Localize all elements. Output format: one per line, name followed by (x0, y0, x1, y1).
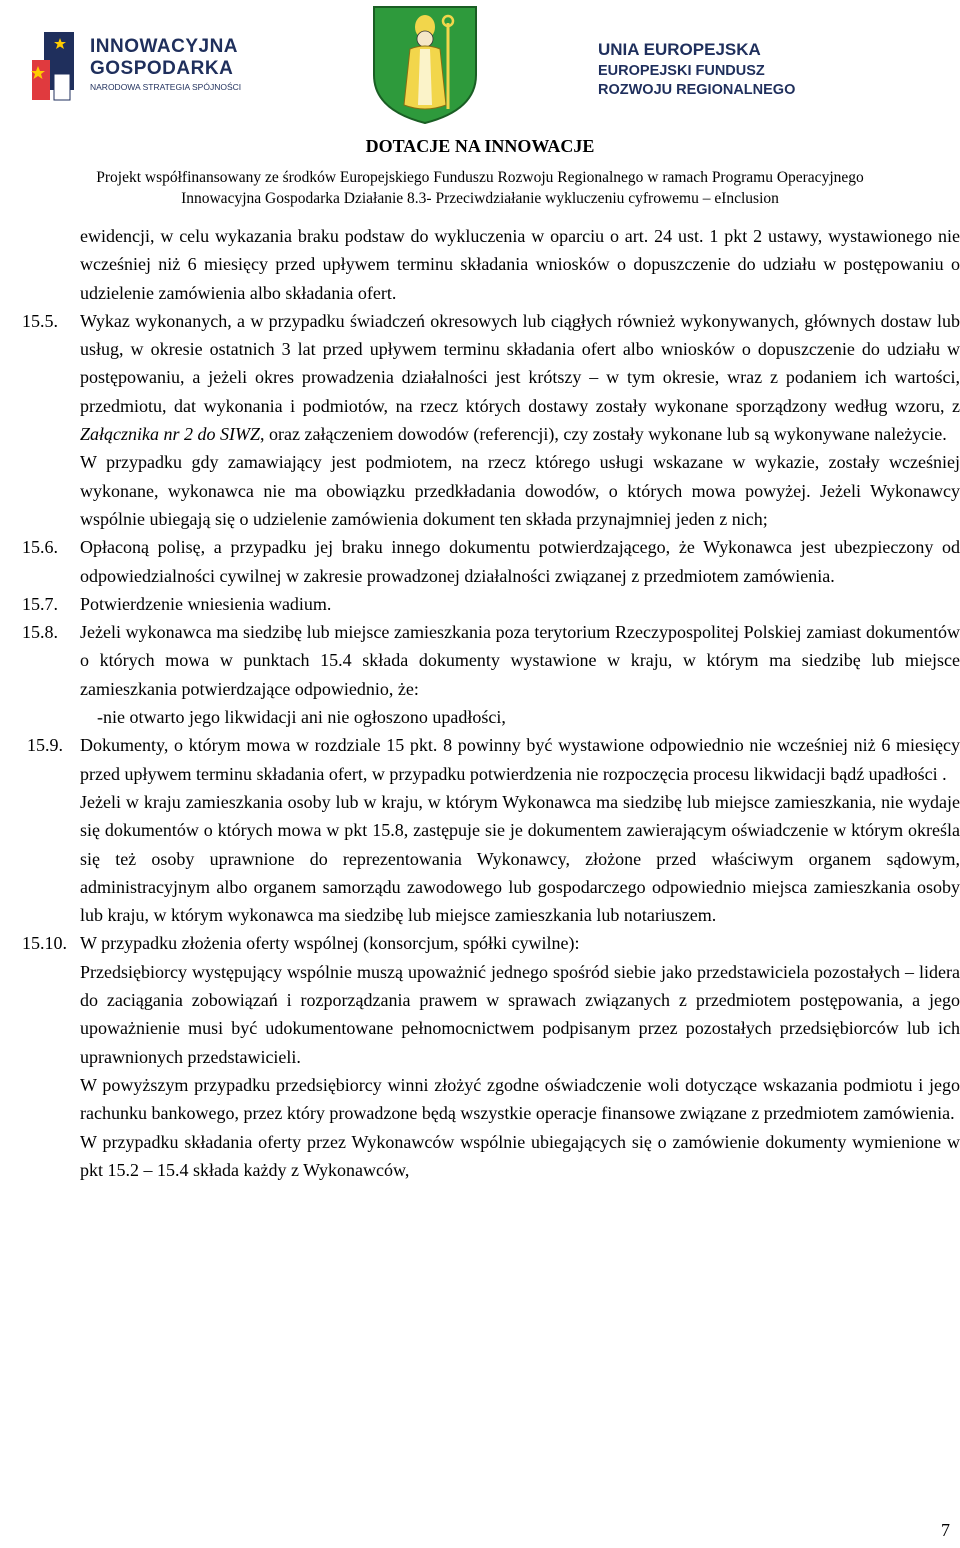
coat-of-arms-icon (372, 5, 478, 125)
header-program-line: Innowacyjna Gospodarka Działanie 8.3- Przeciwdziałanie wykluczeniu cyfrowemu – eInclusion (181, 190, 779, 207)
item-15-9 (0, 731, 960, 788)
header-title: DOTACJE NA INNOWACJE (365, 136, 595, 156)
innowacyjna-gospodarka-logo (30, 24, 260, 102)
item-15-5-paragraph: W przypadku gdy zamawiający jest podmiotem, na rzecz którego usługi wskazane w wykazie, zostały wcześniej wykonane, wykonawca nie ma obowiązku przedkładania dowodów, o których mowa powyżej. Jeżeli Wykonawcy wspólnie ubiegają się o udzielenie zamówienia dokument ten składa przynajmniej jeden z nich; (80, 452, 960, 529)
item-15-6 (0, 533, 960, 590)
item-number: 15.8. (22, 622, 58, 643)
item-number: 15.10. (22, 933, 67, 954)
item-text: Potwierdzenie wniesienia wadium. (80, 593, 332, 614)
page-number: 7 (941, 1520, 950, 1540)
item-15-5 (0, 307, 960, 448)
item-15-10 (0, 929, 960, 957)
item-text-italic: Załącznika nr 2 do SIWZ (80, 424, 260, 445)
page-header (0, 0, 960, 215)
logo-left-line1: INNOWACYJNA (90, 36, 239, 57)
item-15-7 (0, 590, 960, 618)
item-number: 15.9. (27, 735, 63, 756)
item-15-8-subpoint: -nie otwarto jego likwidacji ani nie ogłoszono upadłości, (97, 707, 506, 728)
item-15-10-paragraph: W powyższym przypadku przedsiębiorcy winni złożyć zgodne oświadczenie woli dotyczące wskazania podmiotu i jego rachunku bankowego, przez który prowadzone będą wszystkie operacje finansowe związane z przedmiotem zamówienia. (80, 1074, 960, 1124)
item-number: 15.7. (22, 593, 58, 614)
logo-right-line2: EUROPEJSKI FUNDUSZ (598, 63, 765, 79)
document-body (0, 222, 960, 1184)
item-15-8 (0, 618, 960, 703)
item-15-10-paragraph: Przedsiębiorcy występujący wspólnie muszą upoważnić jednego spośród siebie jako przedstawiciela pozostałych – lidera do zaciągania zobowiązań i rozporządzania prawem w sprawach związanych z przedmiotem postępowania, a jego upoważnienie musi być udokumentowane pełnomocnictwem podpisanym przez pozostałych przedsiębiorców lub ich uprawnionych przedstawicieli. (80, 961, 960, 1067)
item-text: Jeżeli wykonawca ma siedzibę lub miejsce zamieszkania poza terytorium Rzeczypospolitej Polskiej zamiast dokumentów o których mowa w punktach 15.4 składa dokumenty wystawione w kraju, w którym ma siedzibę lub miejsce zamieszkania potwierdzające odpowiednio, że: (80, 622, 960, 699)
logo-right-line1: UNIA EUROPEJSKA (598, 40, 761, 59)
header-cofinancing-line: Projekt współfinansowany ze środków Europejskiego Funduszu Rozwoju Regionalnego w ramach Programu Operacyjnego (96, 169, 864, 186)
paragraph-continuation: ewidencji, w celu wykazania braku podstaw do wykluczenia w oparciu o art. 24 ust. 1 pkt 2 ustawy, wystawionego nie wcześniej niż 6 miesięcy przed upływem terminu składania wniosków o dopuszczenie do udziału w postępowaniu o udzielenie zamówienia albo składania ofert. (80, 226, 960, 303)
item-number: 15.6. (22, 537, 58, 558)
item-text: Wykaz wykonanych, a w przypadku świadczeń okresowych lub ciągłych również wykonywanych, głównych dostaw lub usług, w okresie ostatnich 3 lat przed upływem terminu składania ofert albo wniosków o dopuszczenie do udziału w postępowaniu, a jeżeli okres prowadzenia działalności jest krótszy – w tym okresie, wraz z podaniem ich wartości, przedmiotu, dat wykonania i podmiotów, na rzecz których dostawy zostały wykonane sporządzony według wzoru, z (80, 310, 960, 416)
logo-left-line3: NARODOWA STRATEGIA SPÓJNOŚCI (90, 82, 242, 92)
logo-right-line3: ROZWOJU REGIONALNEGO (598, 82, 796, 98)
item-text: , oraz załączeniem dowodów (referencji), czy zostały wykonane lub są wykonywane należycie. (260, 424, 947, 445)
item-15-9-paragraph: Jeżeli w kraju zamieszkania osoby lub w kraju, w którym Wykonawca ma siedzibę lub miejsce zamieszkania, nie wydaje się dokumentów o których mowa w pkt 15.8, zastępuje sie je dokumentem zawierającym oświadczenie w którym określa się też osoby uprawnione do reprezentowania Wykonawcy, złożone przed właściwym organem sądowym, administracyjnym albo organem samorządu zawodowego lub gospodarczego odpowiednio miejsca zamieszkania osoby lub kraju, w którym wykonawca ma siedzibę lub miejsce zamieszkania lub notariuszem. (80, 791, 960, 926)
item-text: W przypadku złożenia oferty wspólnej (konsorcjum, spółki cywilne): (80, 933, 580, 954)
item-text: Dokumenty, o którym mowa w rozdziale 15 pkt. 8 powinny być wystawione odpowiednio nie wcześniej niż 6 miesięcy przed upływem terminu składania ofert, w przypadku potwierdzenia nie rozpoczęcia procesu likwidacji bądź upadłości . (80, 735, 960, 784)
eu-regional-fund-logo (598, 30, 938, 110)
item-text: Opłaconą polisę, a przypadku jej braku innego dokumentu potwierdzającego, że Wykonawca jest ubezpieczony od odpowiedzialności cywilnej w zakresie prowadzonej działalności związanej z przedmiotem zamówienia. (80, 537, 960, 586)
logo-left-line2: GOSPODARKA (90, 58, 234, 79)
item-number: 15.5. (22, 310, 58, 331)
item-15-10-paragraph: W przypadku składania oferty przez Wykonawców wspólnie ubiegających się o zamówienie dokumenty wymienione w pkt 15.2 – 15.4 składa każdy z Wykonawców, (80, 1131, 960, 1180)
innowacyjna-gospodarka-emblem-icon (30, 30, 86, 102)
